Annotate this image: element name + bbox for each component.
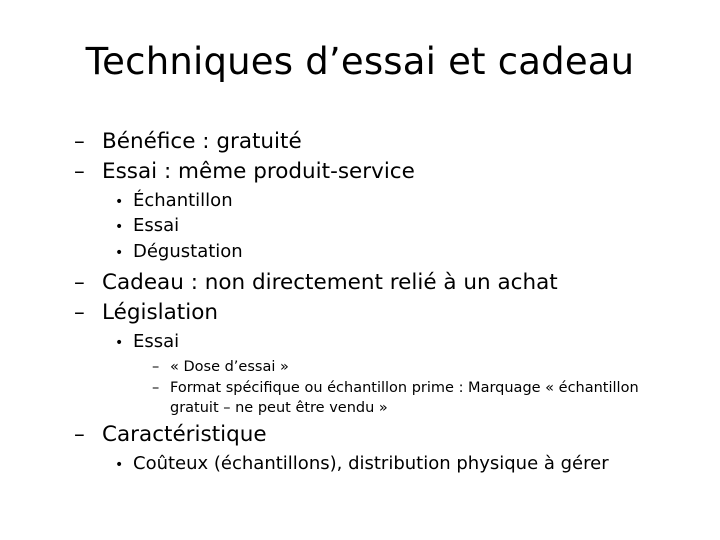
dot-bullet: • [115, 335, 124, 351]
list-item [152, 359, 289, 376]
list-item-text: Échantillon [133, 190, 233, 211]
dash-bullet: – [74, 129, 85, 154]
dash-bullet: – [74, 422, 85, 447]
dash-bullet: – [152, 380, 160, 396]
list-item [115, 190, 233, 212]
list-item-continuation [170, 400, 388, 417]
list-item [74, 159, 415, 185]
list-item-text: Coûteux (échantillons), distribution physique à gérer [133, 453, 609, 474]
list-item [115, 215, 180, 237]
list-item-text: Bénéfice : gratuité [102, 129, 302, 154]
dot-bullet: • [115, 194, 124, 210]
list-item-text: Dégustation [133, 241, 243, 262]
list-item-text: Cadeau : non directement relié à un achat [102, 270, 558, 295]
list-item-text: Caractéristique [102, 422, 267, 447]
list-item-text: Législation [102, 300, 218, 325]
dash-bullet: – [74, 300, 85, 325]
list-item [152, 380, 639, 397]
dot-bullet: • [115, 245, 124, 261]
list-item [74, 300, 218, 326]
dot-bullet: • [115, 219, 124, 235]
list-item-text: « Dose d’essai » [170, 359, 289, 375]
list-item-text: Essai [133, 331, 180, 352]
slide-title: Techniques d’essai et cadeau [85, 40, 635, 83]
list-item-text: Essai : même produit-service [102, 159, 415, 184]
list-item [74, 129, 302, 155]
list-item-text: Format spécifique ou échantillon prime : Marquage « échantillon [170, 380, 639, 396]
list-item [74, 270, 558, 296]
list-item [115, 453, 609, 475]
list-item [115, 241, 243, 263]
list-item-text: gratuit – ne peut être vendu » [170, 400, 388, 416]
list-item [74, 422, 267, 448]
dash-bullet: – [74, 270, 85, 295]
dot-bullet: • [115, 457, 124, 473]
dash-bullet: – [152, 359, 160, 375]
dash-bullet: – [74, 159, 85, 184]
list-item [115, 331, 180, 353]
list-item-text: Essai [133, 215, 180, 236]
